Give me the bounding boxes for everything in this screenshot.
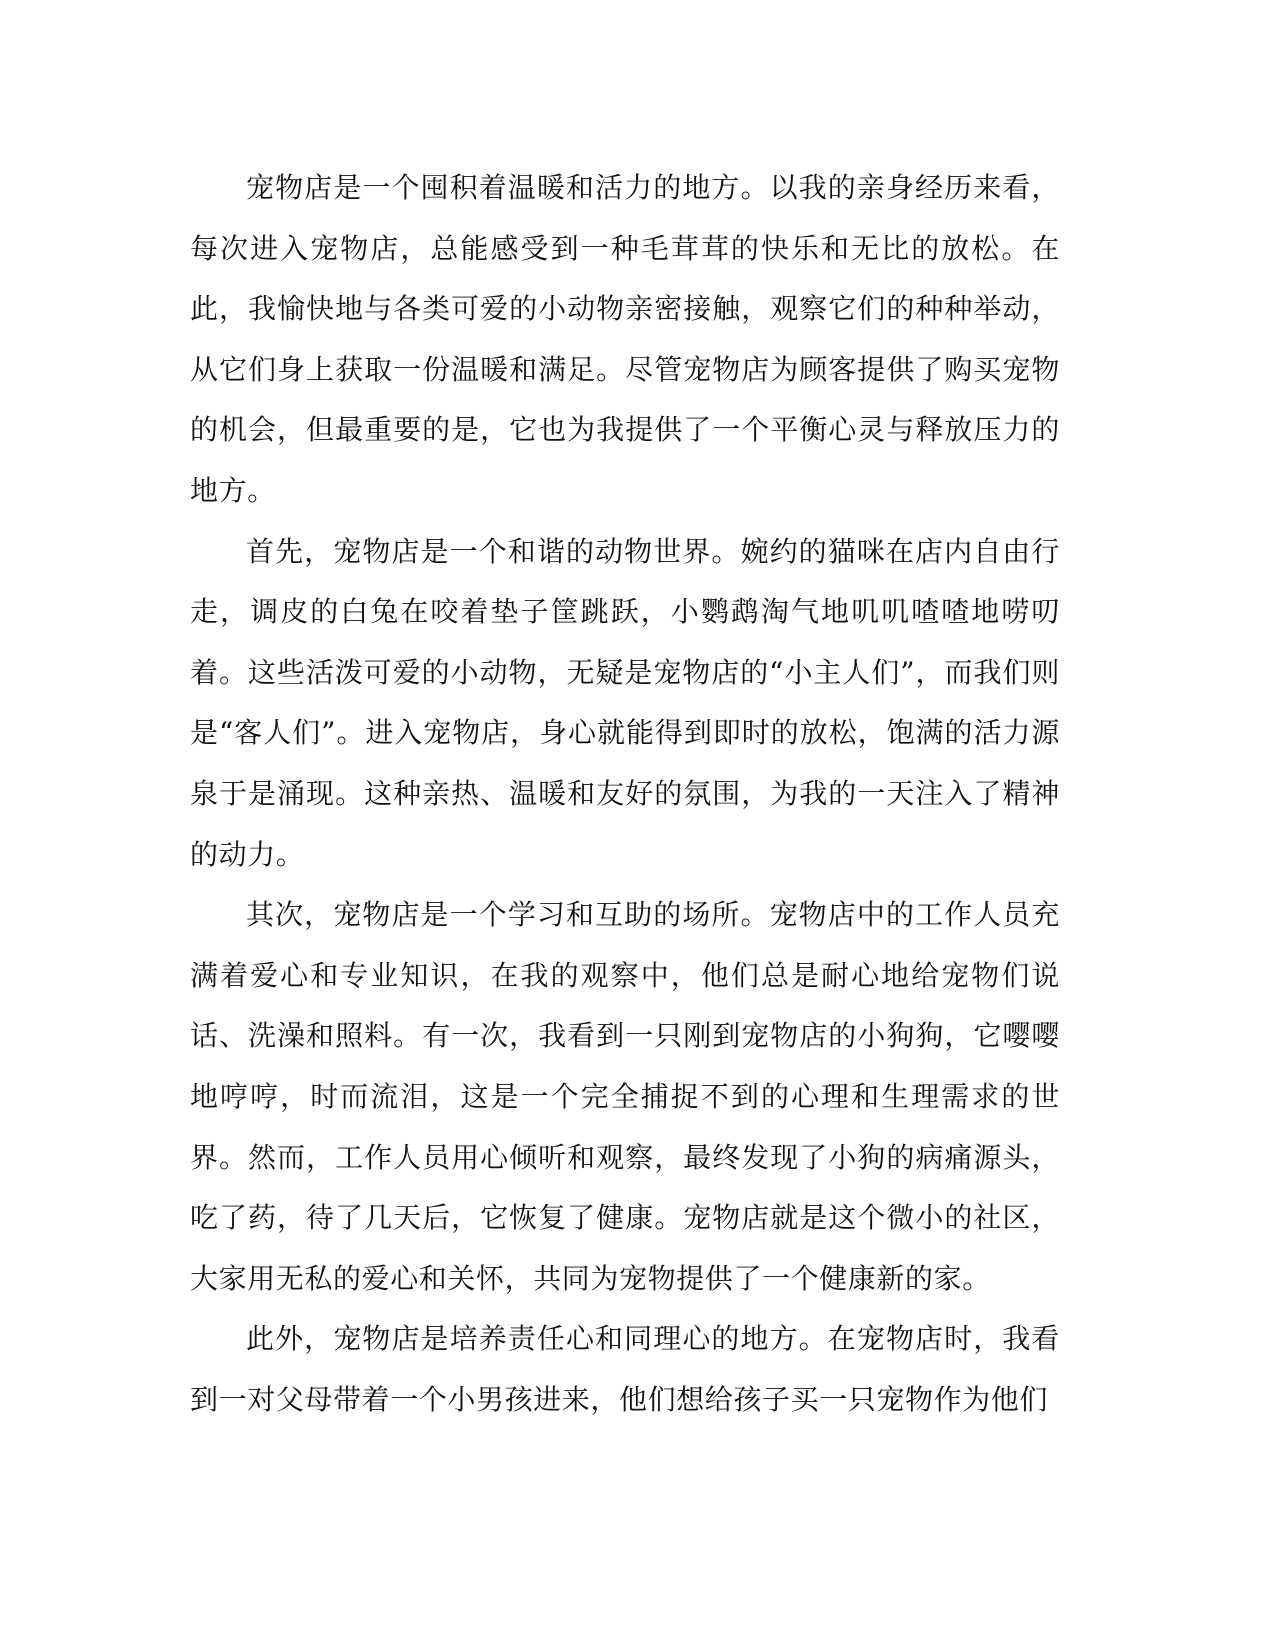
document-body — [190, 158, 1060, 1430]
paragraph-harmonious-world: 首先，宠物店是一个和谐的动物世界。婉约的猫咪在店内自由行走，调皮的白兔在咬着垫子筐跳跃，小鹦鹉淘气地叽叽喳喳地唠叨着。这些活泼可爱的小动物，无疑是宠物店的“小主人们”，而我们则是“客人们”。进入宠物店，身心就能得到即时的放松，饱满的活力源泉于是涌现。这种亲热、温暖和友好的氛围，为我的一天注入了精神的动力。 — [190, 534, 1060, 871]
paragraph-responsibility: 此外，宠物店是培养责任心和同理心的地方。在宠物店时，我看到一对父母带着一个小男孩进来，他们想给孩子买一只宠物作为他们 — [190, 1322, 1060, 1416]
paragraph-learning-place: 其次，宠物店是一个学习和互助的场所。宠物店中的工作人员充满着爱心和专业知识，在我的观察中，他们总是耐心地给宠物们说话、洗澡和照料。有一次，我看到一只刚到宠物店的小狗狗，它嘤嘤地哼哼，时而流泪，这是一个完全捕捉不到的心理和生理需求的世界。然而，工作人员用心倾听和观察，最终发现了小狗的病痛源头，吃了药，待了几天后，它恢复了健康。宠物店就是这个微小的社区，大家用无私的爱心和关怀，共同为宠物提供了一个健康新的家。 — [190, 898, 1060, 1295]
paragraph-intro: 宠物店是一个囤积着温暖和活力的地方。以我的亲身经历来看，每次进入宠物店，总能感受到一种毛茸茸的快乐和无比的放松。在此，我愉快地与各类可爱的小动物亲密接触，观察它们的种种举动，从它们身上获取一份温暖和满足。尽管宠物店为顾客提供了购买宠物的机会，但最重要的是，它也为我提供了一个平衡心灵与释放压力的地方。 — [190, 171, 1060, 507]
